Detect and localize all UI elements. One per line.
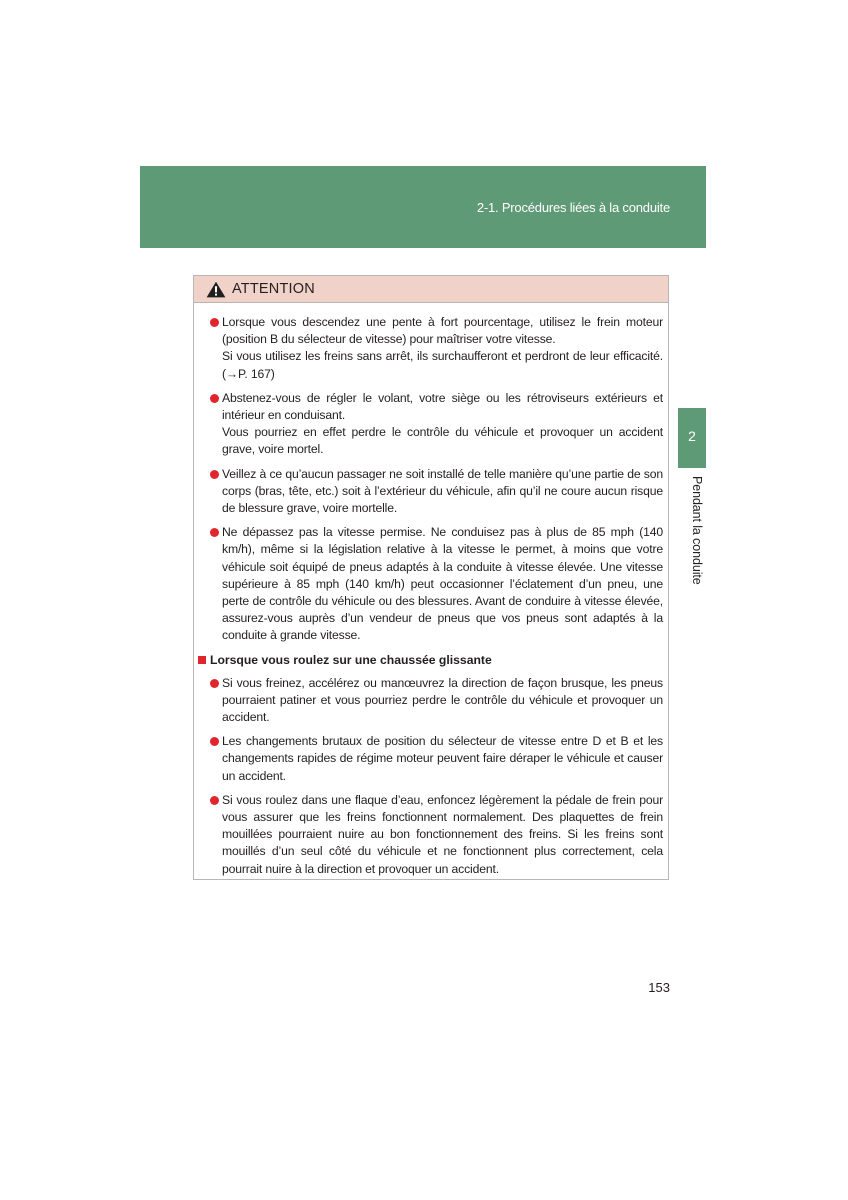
warning-triangle-icon bbox=[206, 281, 226, 298]
list-item bbox=[222, 390, 663, 459]
item-text: Les changements brutaux de position du sélecteur de vitesse entre D et B et les changements rapides de régime moteur peuvent faire déraper le véhicule et causer un accident. bbox=[222, 734, 663, 783]
item-text: Si vous utilisez les freins sans arrêt, ils surchaufferont et perdront de leur efficacité. (→P. 167) bbox=[222, 349, 663, 381]
item-text: Ne dépassez pas la vitesse permise. Ne conduisez pas à plus de 85 mph (140 km/h), même si la législation relative à la vitesse le permet, à moins que votre véhicule soit équipé de pneus adaptés à la conduite à vitesse élevée. Une vitesse supérieure à 85 mph (140 km/h) peut occasionner l’éclatement d’un pneu, une perte de contrôle du véhicule ou des blessures. Avant de conduire à vitesse élevée, assurez-vous auprès d’un vendeur de pneus que vos pneus sont adaptés à la conduite à grande vitesse. bbox=[222, 525, 663, 643]
bullet-icon bbox=[210, 528, 219, 537]
chapter-label: Pendant la conduite bbox=[690, 476, 704, 585]
attention-title: ATTENTION bbox=[232, 281, 315, 297]
bullet-icon bbox=[210, 679, 219, 688]
list-item bbox=[222, 675, 663, 727]
attention-content bbox=[194, 314, 668, 885]
attention-header bbox=[194, 276, 668, 303]
attention-box bbox=[193, 275, 669, 880]
item-text: Veillez à ce qu’aucun passager ne soit installé de telle manière qu’une partie de son corps (bras, tête, etc.) soit à l’extérieur du véhicule, afin qu’il ne coure aucun risque de blessure grave, voire mortelle. bbox=[222, 466, 663, 516]
chapter-number: 2 bbox=[688, 428, 696, 444]
list-item bbox=[222, 466, 663, 518]
section-header-band bbox=[140, 166, 706, 248]
bullet-icon bbox=[210, 737, 219, 746]
page-number: 153 bbox=[648, 980, 670, 995]
list-item bbox=[222, 314, 663, 383]
item-text: Abstenez-vous de régler le volant, votre siège ou les rétroviseurs extérieurs et intérieur en conduisant. bbox=[222, 390, 663, 423]
chapter-tab bbox=[678, 408, 706, 468]
item-text: Lorsque vous descendez une pente à fort pourcentage, utilisez le frein moteur (position B du sélecteur de vitesse) pour maîtriser votre vitesse. bbox=[222, 315, 663, 347]
list-item bbox=[222, 524, 663, 644]
bullet-icon bbox=[210, 318, 219, 327]
subheading-text: Lorsque vous roulez sur une chaussée glissante bbox=[210, 652, 492, 667]
bullet-icon bbox=[210, 470, 219, 479]
square-bullet-icon bbox=[198, 656, 206, 664]
bullet-icon bbox=[210, 796, 219, 805]
list-item bbox=[222, 733, 663, 785]
list-item bbox=[222, 792, 663, 878]
section-title: 2-1. Procédures liées à la conduite bbox=[476, 200, 670, 215]
item-text: Si vous freinez, accélérez ou manœuvrez la direction de façon brusque, les pneus pourraient patiner et vous pourriez perdre le contrôle du véhicule et provoquer un accident. bbox=[222, 675, 663, 725]
subheading bbox=[198, 652, 668, 669]
item-text: Vous pourriez en effet perdre le contrôle du véhicule et provoquer un accident grave, voire mortel. bbox=[222, 425, 663, 457]
bullet-icon bbox=[210, 394, 219, 403]
item-text: Si vous roulez dans une flaque d’eau, enfoncez légèrement la pédale de frein pour vous assurer que les freins fonctionnent normalement. Des plaquettes de frein mouillées pourraient nuire au bon fonctionnement des freins. Si les freins sont mouillés d’un seul côté du véhicule et ne fonctionnent plus correctement, cela pourrait nuire à la direction et provoquer un accident. bbox=[222, 792, 663, 876]
